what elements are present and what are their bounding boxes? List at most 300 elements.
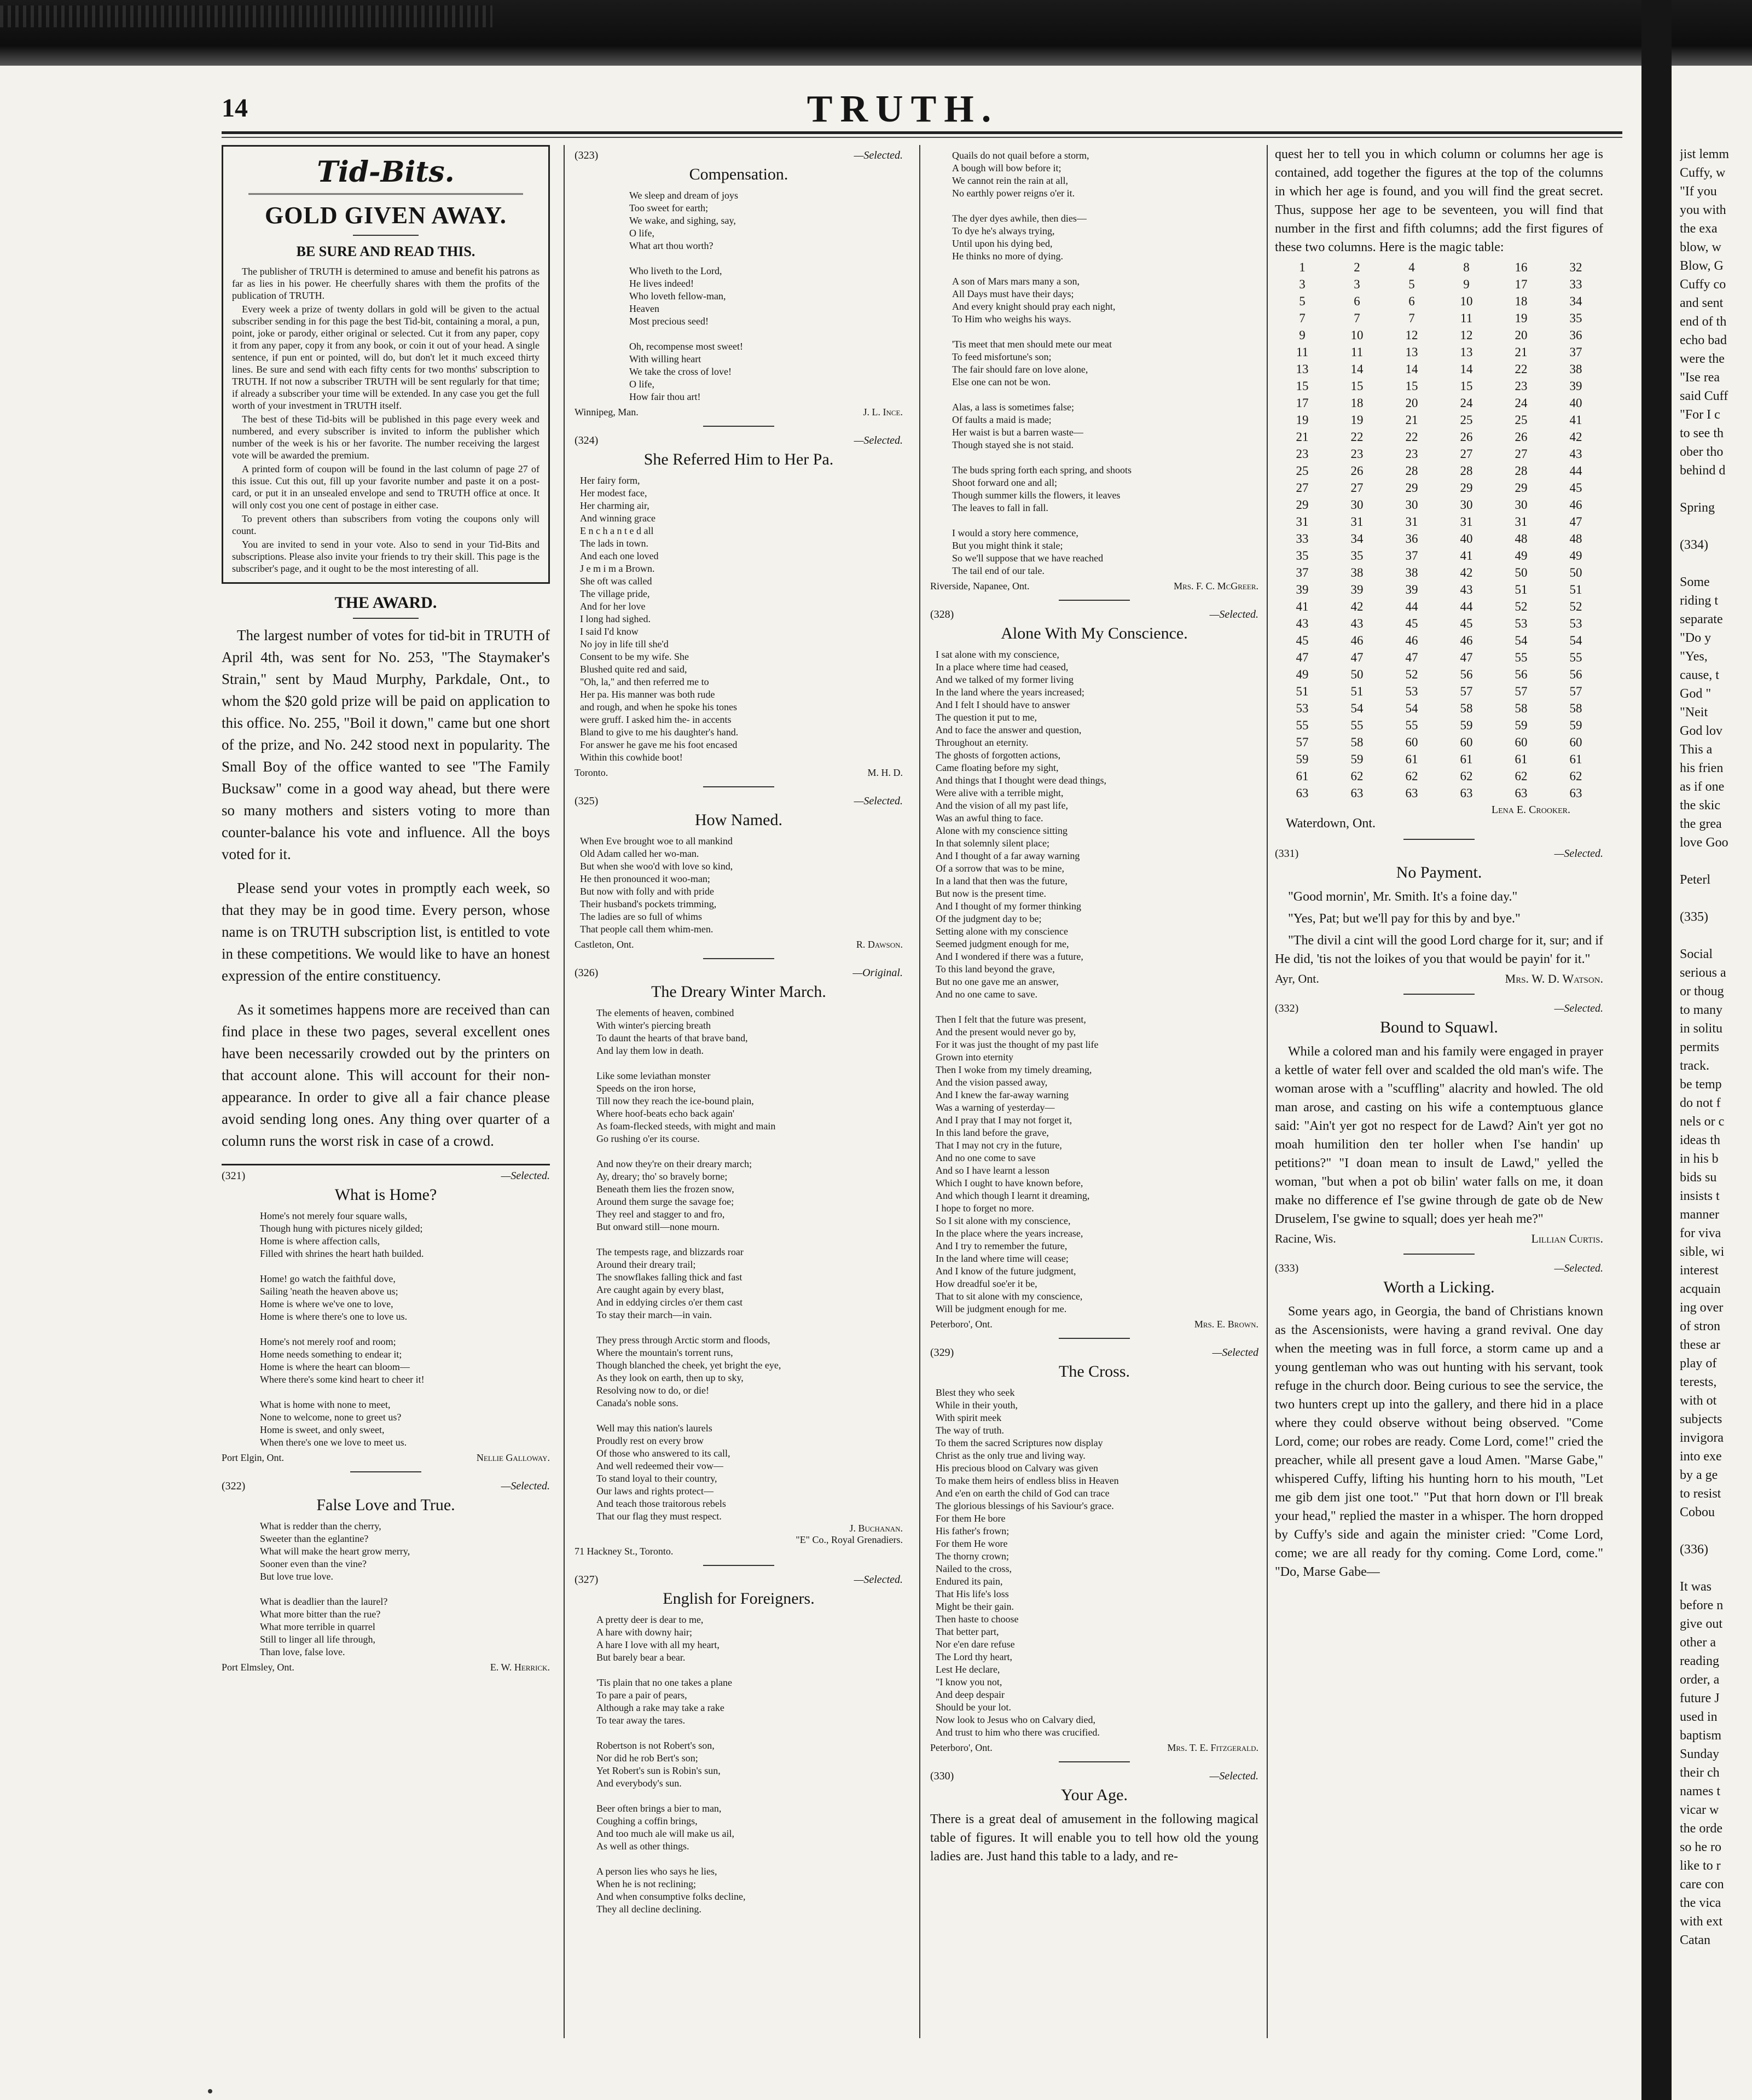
magic-table-cell: 15 (1405, 379, 1418, 393)
tidbit-source: —Selected. (1209, 608, 1258, 620)
tidbit-place: Peterboro', Ont. (930, 1742, 993, 1753)
magic-table-row (1275, 462, 1603, 479)
tidbit-title: She Referred Him to Her Pa. (643, 450, 834, 468)
rule (703, 1565, 774, 1566)
magic-table-cell: 31 (1405, 515, 1418, 529)
award-text (222, 624, 550, 1152)
magic-table-cell: 44 (1460, 600, 1473, 613)
magic-table-row (1275, 411, 1603, 428)
magic-table-cell: 55 (1515, 651, 1528, 664)
magic-table-row (1275, 768, 1603, 785)
magic-table-cell: 45 (1569, 481, 1582, 495)
magic-table-cell: 55 (1296, 718, 1309, 732)
tidbit-326 (575, 967, 903, 1557)
rule (1403, 994, 1475, 995)
award-title: THE AWARD. (334, 594, 437, 612)
tidbit-source: —Selected. (854, 434, 903, 446)
rule (1059, 600, 1130, 601)
magic-table-cell: 58 (1350, 735, 1364, 749)
tidbit-author-unit: "E" Co., Royal Grenadiers. (796, 1534, 903, 1545)
rule (703, 786, 774, 787)
magic-table-cell: 15 (1296, 379, 1309, 393)
magic-table-cell: 58 (1460, 701, 1473, 715)
magic-table-row (1275, 649, 1603, 666)
magic-table-cell: 50 (1515, 566, 1528, 579)
magic-table-cell: 57 (1296, 735, 1309, 749)
magic-table-cell: 49 (1296, 668, 1309, 681)
tidbit-title: Worth a Licking. (1383, 1278, 1495, 1296)
magic-table-cell: 40 (1569, 396, 1582, 410)
tidbit-paragraph: "The divil a cint will the good Lord charge for it, sur; and if He did, 'tis not the loikes of you that would be payin' for it." (1275, 933, 1603, 966)
magic-table-cell: 23 (1350, 447, 1364, 461)
magic-table-cell: 42 (1569, 430, 1582, 444)
tidbit-324 (575, 434, 903, 779)
magic-table-cell: 16 (1515, 260, 1528, 274)
tidbit-author: Nellie Galloway. (476, 1452, 550, 1463)
magic-table-cell: 18 (1350, 396, 1364, 410)
magic-table-cell: 37 (1569, 345, 1582, 359)
magic-table-cell: 35 (1350, 549, 1364, 562)
magic-table-row (1275, 327, 1603, 344)
magic-table-cell: 51 (1515, 583, 1528, 596)
intro-paragraph: The publisher of TRUTH is determined to amuse and benefit his patrons as far as lies in his power. He cheerfully shares with them the profits of the publication of TRUTH. (232, 266, 539, 301)
tidbit-verse: A pretty deer is dear to me, A hare with downy hair; A hare I love with all my heart, But barely bear a bear. 'Tis plain that no one takes a plane To pare a pair of pears, Although a rake may take a rake To tear away the tares. Robertson is not Robert's son, Nor did he rob Bert's son; Yet Robert's sun is Robin's sun, And everybody's sun. Beer often brings a bier to man, Coughing a coffin brings, And too much ale will make us ail, As well as other things. A person lies who says he lies, When he is not reclining; And when consumptive folks decline, They all decline declining. (596, 1614, 746, 1915)
magic-table-cell: 34 (1350, 532, 1364, 546)
section-rule (222, 1164, 550, 1165)
tidbit-text: There is a great deal of amusement in the following magical table of figures. It will enable you to tell how old the young ladies are. Just hand this table to a lady, and re- (930, 1812, 1258, 1864)
magic-table-row (1275, 666, 1603, 683)
magic-table-cell: 56 (1515, 668, 1528, 681)
magic-table-cell: 31 (1460, 515, 1473, 529)
tidbit-author: M. H. D. (867, 767, 903, 778)
magic-table-cell: 19 (1296, 413, 1309, 427)
magic-table-cell: 41 (1296, 600, 1309, 613)
magic-table-cell: 15 (1460, 379, 1473, 393)
tidbit-number: (324) (575, 434, 599, 446)
tidbit-321 (222, 1170, 550, 1464)
magic-table-row (1275, 428, 1603, 445)
magic-table-cell: 57 (1569, 684, 1582, 698)
your-age-continued: quest her to tell you in which column or columns her age is contained, add together the figures at the top of the columns in which her age is found, and you will find the great secret. Thus, suppose her age to be seventeen, you will find that number in the first and fifth columns; add the first figures of these two columns. Here is the magic table: (1275, 147, 1603, 254)
magic-table-cell: 47 (1460, 651, 1473, 664)
tidbit-author: Mrs. F. C. McGreer. (1174, 581, 1258, 591)
tidbit-number: (332) (1275, 1002, 1299, 1014)
tidbit-source: —Selected. (1554, 1262, 1603, 1274)
magic-table-cell: 43 (1296, 617, 1309, 630)
tidbit-number: (328) (930, 608, 954, 620)
tidbit-322 (222, 1480, 550, 1673)
tidbit-number: (331) (1275, 848, 1299, 860)
tidbit-325 (575, 795, 903, 950)
magic-table-cell: 35 (1569, 311, 1582, 325)
column-5-clipped (1680, 145, 1752, 2027)
magic-table-row (1275, 785, 1603, 802)
column-4 (1275, 145, 1603, 2027)
tidbit-source: —Selected. (854, 149, 903, 161)
magic-table-cell: 48 (1515, 532, 1528, 546)
magic-table-cell: 12 (1460, 328, 1473, 342)
magic-table-cell: 62 (1569, 769, 1582, 783)
page-number: 14 (222, 94, 248, 123)
magic-table-cell: 54 (1350, 701, 1364, 715)
tidbit-place: Port Elgin, Ont. (222, 1452, 285, 1463)
magic-table-cell: 63 (1296, 786, 1309, 800)
intro-paragraph: To prevent others than subscribers from voting the coupons only will count. (232, 513, 539, 536)
magic-table-cell: 12 (1405, 328, 1418, 342)
magic-table-cell: 20 (1405, 396, 1418, 410)
magic-table-cell: 39 (1350, 583, 1364, 596)
magic-table-cell: 2 (1354, 260, 1360, 274)
magic-table-cell: 25 (1515, 413, 1528, 427)
tidbit-331 (1275, 848, 1603, 986)
magic-table-cell: 45 (1296, 634, 1309, 647)
tidbit-author: Mrs. E. Brown. (1194, 1319, 1258, 1330)
magic-table-cell: 51 (1569, 583, 1582, 596)
masthead-title: TRUTH. (807, 88, 999, 130)
magic-table-cell: 20 (1515, 328, 1528, 342)
magic-table-cell: 59 (1350, 752, 1364, 766)
magic-table-cell: 45 (1460, 617, 1473, 630)
magic-table-cell: 30 (1515, 498, 1528, 512)
tidbit-title: What is Home? (334, 1186, 437, 1204)
magic-table-row (1275, 598, 1603, 615)
tidbit-place: Port Elmsley, Ont. (222, 1662, 294, 1673)
magic-table-row (1275, 293, 1603, 310)
rule (703, 958, 774, 959)
magic-table-row (1275, 615, 1603, 632)
tidbit-verse: When Eve brought woe to all mankind Old Adam called her wo-man. But when she woo'd with love so kind, He then pronounced it woo-man; But now with folly and with pride Their husband's pockets trimming, The ladies are so full of whims That people call them whim-men. (580, 836, 733, 935)
magic-table-row (1275, 378, 1603, 395)
magic-table-cell: 3 (1299, 277, 1306, 291)
tidbit-number: (327) (575, 1574, 599, 1586)
tidbit-place: Ayr, Ont. (1275, 972, 1319, 985)
tidbit-author: J. Buchanan. (849, 1523, 903, 1534)
tidbit-source: —Original. (852, 967, 903, 979)
tidbit-verse: Her fairy form, Her modest face, Her charming air, And winning grace E n c h a n t e d all The lads in town. And each one loved J e m i m a Brown. She oft was called The village pride, And for her love I long had sighed. I said I'd know No joy in life till she'd Consent to be my wife. She Blushed quite red and said, "Oh, la," and then referred me to Her pa. His manner was both rude and rough, and when he spoke his tones were gruff. I asked him the- in accents Bland to give to me his daughter's hand. For answer he gave me his foot encased Within this cowhide boot! (580, 475, 739, 763)
tidbit-author: Mrs. T. E. Fitzgerald. (1167, 1742, 1258, 1753)
magic-table-cell: 3 (1354, 277, 1360, 291)
rule (350, 1471, 421, 1472)
magic-table-cell: 57 (1460, 684, 1473, 698)
magic-table-cell: 41 (1460, 549, 1473, 562)
magic-table-cell: 26 (1515, 430, 1528, 444)
tidbits-title: Tid-Bits. (317, 155, 455, 189)
magic-table-cell: 54 (1405, 701, 1418, 715)
magic-table-cell: 43 (1460, 583, 1473, 596)
magic-table-cell: 17 (1296, 396, 1309, 410)
magic-table-row (1275, 717, 1603, 734)
tidbit-title: English for Foreigners. (663, 1589, 815, 1608)
magic-table-cell: 45 (1405, 617, 1418, 630)
intro-paragraph: You are invited to send in your vote. Also to send in your Tid-Bits and subscriptions. Please also invite your friends to try their skill. This page is the subscriber's page, and it ought to be the most interesting of all. (232, 539, 539, 574)
tidbit-place: Waterdown, Ont. (1286, 816, 1376, 831)
magic-table-cell: 4 (1408, 260, 1415, 274)
rule (1403, 1254, 1475, 1255)
magic-table-row (1275, 276, 1603, 293)
magic-table-row (1275, 632, 1603, 649)
tidbit-332 (1275, 1002, 1603, 1246)
rule (353, 235, 419, 236)
magic-table-cell: 43 (1350, 617, 1364, 630)
magic-table-cell: 9 (1463, 277, 1470, 291)
magic-table-row (1275, 310, 1603, 327)
tidbit-paragraph: "Yes, Pat; but we'll pay for this by and bye." (1288, 912, 1521, 926)
magic-table-cell: 21 (1296, 430, 1309, 444)
magic-table-cell: 21 (1515, 345, 1528, 359)
magic-table-cell: 46 (1350, 634, 1364, 647)
read-this-heading: BE SURE AND READ THIS. (296, 243, 475, 259)
magic-table-row (1275, 344, 1603, 361)
tidbit-number: (333) (1275, 1262, 1299, 1274)
magic-table-cell: 19 (1515, 311, 1528, 325)
scan-noise (0, 5, 492, 27)
tidbit-title: Your Age. (1061, 1786, 1128, 1804)
magic-table-cell: 58 (1515, 701, 1528, 715)
magic-table-cell: 38 (1569, 362, 1582, 376)
magic-table-cell: 61 (1515, 752, 1528, 766)
magic-table-cell: 53 (1569, 617, 1582, 630)
tidbit-number: (329) (930, 1347, 954, 1359)
magic-table-cell: 25 (1460, 413, 1473, 427)
magic-table-cell: 39 (1296, 583, 1309, 596)
tidbit-323 (575, 149, 903, 418)
magic-table-cell: 33 (1296, 532, 1309, 546)
column-3 (930, 145, 1258, 2027)
magic-table-cell: 62 (1515, 769, 1528, 783)
magic-table-cell: 23 (1405, 447, 1418, 461)
magic-table-cell: 15 (1350, 379, 1364, 393)
magic-table-cell: 24 (1515, 396, 1528, 410)
tidbit-source: —Selected. (1554, 848, 1603, 860)
magic-table-cell: 52 (1515, 600, 1528, 613)
magic-table-cell: 60 (1460, 735, 1473, 749)
tidbit-333 (1275, 1262, 1603, 1581)
magic-table-cell: 44 (1405, 600, 1418, 613)
magic-table-cell: 57 (1515, 684, 1528, 698)
tidbit-place: Winnipeg, Man. (575, 407, 639, 417)
magic-table-cell: 30 (1460, 498, 1473, 512)
award-paragraph: Please send your votes in promptly each week, so that they may be in good time. Every person, whose name is on TRUTH subscription list, is entitled to vote in these competitions. We would like to have an honest expression of the entire constituency. (222, 880, 550, 984)
magic-table-cell: 9 (1299, 328, 1306, 342)
magic-table-cell: 58 (1569, 701, 1582, 715)
magic-table-cell: 63 (1405, 786, 1418, 800)
magic-table-cell: 8 (1463, 260, 1470, 274)
rule (1403, 839, 1475, 840)
magic-table-cell: 55 (1350, 718, 1364, 732)
tidbit-source: —Selected. (501, 1480, 550, 1492)
tidbit-title: Compensation. (689, 165, 788, 183)
magic-table-cell: 59 (1515, 718, 1528, 732)
magic-table-row (1275, 445, 1603, 462)
gold-title: GOLD GIVEN AWAY. (265, 202, 507, 229)
magic-table-cell: 47 (1405, 651, 1418, 664)
magic-table-cell: 53 (1405, 684, 1418, 698)
magic-table-cell: 31 (1515, 515, 1528, 529)
magic-table-cell: 39 (1405, 583, 1418, 596)
tidbit-verse: Blest they who seek While in their youth, With spirit meek The way of truth. To them the sacred Scriptures now display Christ as the only true and living way. His precious blood on Calvary was given To make them heirs of endless bliss in Heaven And e'en on earth the child of God can trace The glorious blessings of his Saviour's grace. For them He bore His father's frown; For them He wore The thorny crown; Nailed to the cross, Endured its pain, That His life's loss Might be their gain. Then haste to choose That better part, Nor e'en dare refuse The Lord thy heart, Lest He declare, "I know you not, And deep despair Should be your lot. Now look to Jesus who on Calvary died, And trust to him who there was crucified. (936, 1387, 1119, 1738)
tidbit-place: Racine, Wis. (1275, 1232, 1336, 1245)
rule (703, 426, 774, 427)
column-1 (222, 145, 550, 2027)
magic-table-row (1275, 547, 1603, 564)
ornamental-rule (248, 193, 523, 198)
magic-table-cell: 29 (1460, 481, 1473, 495)
tidbit-author: Lillian Curtis. (1531, 1232, 1603, 1245)
intro-paragraph: A printed form of coupon will be found in the last column of page 27 of this issue. Cut this out, fill up your favorite number and paste it on a post-card, or put it in an unsealed envelope and send to TRUTH office at once. It will only cost you one cent of postage in either case. (232, 463, 539, 511)
magic-table-row (1275, 530, 1603, 547)
magic-table-cell: 49 (1515, 549, 1528, 562)
tidbit-text (1275, 1302, 1603, 1581)
magic-table-cell: 44 (1569, 464, 1582, 478)
magic-table-cell: 48 (1569, 532, 1582, 546)
magic-table-cell: 62 (1350, 769, 1364, 783)
magic-table-cell: 61 (1460, 752, 1473, 766)
magic-table-cell: 10 (1460, 294, 1473, 308)
magic-table-cell: 14 (1460, 362, 1473, 376)
tidbit-place: Peterboro', Ont. (930, 1319, 993, 1330)
tidbit-title: False Love and True. (316, 1496, 455, 1514)
magic-table-cell: 26 (1350, 464, 1364, 478)
tidbit-number: (322) (222, 1480, 246, 1492)
magic-table-cell: 50 (1569, 566, 1582, 579)
magic-table-cell: 23 (1296, 447, 1309, 461)
magic-table-cell: 36 (1569, 328, 1582, 342)
magic-table-cell: 27 (1460, 447, 1473, 461)
intro-paragraph: The best of these Tid-bits will be published in this page every week and numbered, and every subscriber is invited to inform the publisher which number of the week is his or her favorite. The number receiving the largest vote will be awarded the premium. (232, 414, 539, 461)
magic-table-cell: 19 (1350, 413, 1364, 427)
tidbit-author: E. W. Herrick. (490, 1662, 550, 1673)
magic-table-row (1275, 479, 1603, 496)
tidbit-title: No Payment. (1396, 863, 1482, 881)
magic-table-cell: 25 (1296, 464, 1309, 478)
magic-table-cell: 53 (1296, 701, 1309, 715)
tidbit-source: —Selected (1212, 1347, 1258, 1359)
intro-paragraph: Every week a prize of twenty dollars in gold will be given to the actual subscriber sending in for this page the best Tid-bit, containing a moral, a pun, point, joke or parody, either original or selected. Cut it from any paper, copy it from any paper, copy it from any book, or coin it out of your head. A single sentence, if pun ent or pointed, will do, but don't let it much exceed thirty lines. Be sure and send with each fifty cents for two months' subscription to TRUTH. If not now a subscriber TRUTH will be sent regularly for that time; if already a subscriber your time will be extended. In any case you get the full worth of your investment in TRUTH itself. (232, 304, 539, 411)
magic-table-cell: 46 (1405, 634, 1418, 647)
magic-table-cell: 37 (1296, 566, 1309, 579)
magic-table-cell: 34 (1569, 294, 1582, 308)
tidbit-verse: Home's not merely four square walls, Though hung with pictures nicely gilded; Home is where affection calls, Filled with shrines the heart hath builded. Home! go watch the faithful dove, Sailing 'neath the heaven above us; Home is where we've one to love, Home is where there's one to love us. Home's not merely roof and room; Home needs something to endear it; Home is where the heart can bloom— Where there's some kind heart to cheer it! What is home with none to meet, None to welcome, none to greet us? Home is sweet, and only sweet, When there's one we love to meet us. (260, 1210, 425, 1448)
tidbit-author: Lena E. Crooker. (1491, 804, 1570, 816)
tidbit-source: —Selected. (854, 795, 903, 807)
magic-table-row (1275, 734, 1603, 751)
magic-table-cell: 29 (1296, 498, 1309, 512)
intro-text (232, 265, 539, 575)
magic-table-cell: 5 (1408, 277, 1415, 291)
column-rule (919, 145, 920, 2038)
magic-table-cell: 47 (1569, 515, 1582, 529)
magic-table-cell: 38 (1405, 566, 1418, 579)
magic-table-cell: 29 (1405, 481, 1418, 495)
magic-table-cell: 7 (1354, 311, 1360, 325)
magic-table-cell: 47 (1350, 651, 1364, 664)
magic-table-cell: 11 (1460, 311, 1473, 325)
magic-table-cell: 61 (1405, 752, 1418, 766)
scan-top-border (0, 0, 1752, 66)
tidbit-source: —Selected. (1554, 1002, 1603, 1014)
magic-table-cell: 27 (1296, 481, 1309, 495)
tidbit-paragraph: Some years ago, in Georgia, the band of Christians known as the Ascensionists, were having a grand revival. One day when the meeting was in full force, a storm came up and a young gentleman who was out hunting with his servant, took refuge in the church door. Being curious to see the service, the two hunters crept up into the gallery, and there hid in a place where they could observe without being observed. "Come Lord, come; our robes are ready. Come Lord, come!" cried the preacher, while all present gave a loud Amen. "Marse Gabe," whispered Cuffy, lifting his hunting horn to his mouth, "Let me gib dem jist one toot." "Put that horn down or I'll break your head," replied the master in a whisper. The horn dropped by Cuffy's side and again the minister cried: "Come Lord, come; we are all ready for thy coming. Come Lord, come." "Do, Marse Gabe— (1275, 1304, 1603, 1579)
tidbit-title: Bound to Squawl. (1380, 1018, 1498, 1036)
tidbit-number: (330) (930, 1770, 954, 1782)
magic-table-cell: 54 (1515, 634, 1528, 647)
column-rule (564, 145, 565, 2038)
tidbit-number: (323) (575, 149, 599, 161)
tidbit-paragraph: "Good mornin', Mr. Smith. It's a foine day." (1288, 890, 1518, 904)
magic-table-cell: 11 (1296, 345, 1309, 359)
magic-table-cell: 51 (1296, 684, 1309, 698)
magic-table-cell: 63 (1515, 786, 1528, 800)
rule (1059, 1761, 1130, 1762)
magic-table-cell: 31 (1350, 515, 1364, 529)
magic-table-cell: 60 (1569, 735, 1582, 749)
magic-table-cell: 27 (1350, 481, 1364, 495)
magic-table-cell: 56 (1569, 668, 1582, 681)
tidbit-verse: We sleep and dream of joys Too sweet for earth; We wake, and sighing, say, O life, What art thou worth? Who liveth to the Lord, He lives indeed! Who loveth fellow-man, Heaven Most precious seed! Oh, recompense most sweet! With willing heart We take the cross of love! O life, How fair thou art! (629, 190, 743, 402)
magic-table-row (1275, 496, 1603, 513)
magic-table-row (1275, 361, 1603, 378)
tidbit-330 (930, 1770, 1258, 1866)
magic-table-cell: 22 (1405, 430, 1418, 444)
magic-table-cell: 26 (1460, 430, 1473, 444)
magic-table-cell: 39 (1569, 379, 1582, 393)
magic-table-cell: 21 (1405, 413, 1418, 427)
magic-table-cell: 27 (1515, 447, 1528, 461)
magic-table-cell: 52 (1569, 600, 1582, 613)
tidbits-box (222, 145, 550, 584)
magic-table-row (1275, 513, 1603, 530)
magic-table-cell: 63 (1460, 786, 1473, 800)
tidbit-number: (321) (222, 1170, 246, 1182)
magic-table-row (1275, 395, 1603, 411)
magic-table-cell: 30 (1350, 498, 1364, 512)
magic-table-cell: 24 (1460, 396, 1473, 410)
magic-table-cell: 22 (1515, 362, 1528, 376)
print-mark (208, 2089, 212, 2093)
magic-table-cell: 31 (1296, 515, 1309, 529)
tidbit-327 (575, 1574, 903, 1916)
magic-table-cell: 14 (1405, 362, 1418, 376)
magic-table-cell: 7 (1299, 311, 1306, 325)
magic-table-cell: 1 (1299, 260, 1306, 274)
tidbit-author: R. Dawson. (856, 939, 903, 950)
magic-table-row (1275, 683, 1603, 700)
magic-table-cell: 13 (1405, 345, 1418, 359)
magic-table-cell: 54 (1569, 634, 1582, 647)
magic-table-cell: 62 (1460, 769, 1473, 783)
column-rule (1267, 145, 1268, 2038)
magic-table-cell: 63 (1350, 786, 1364, 800)
tidbit-329 (930, 1347, 1258, 1754)
magic-table-cell: 56 (1460, 668, 1473, 681)
header-rule (222, 131, 1622, 134)
magic-table-cell: 43 (1569, 447, 1582, 461)
magic-table-cell: 28 (1405, 464, 1418, 478)
tidbit-number: (325) (575, 795, 599, 807)
magic-table-cell: 49 (1569, 549, 1582, 562)
tidbit-327-continued (930, 149, 1258, 592)
magic-table-cell: 61 (1569, 752, 1582, 766)
magic-table-cell: 60 (1405, 735, 1418, 749)
magic-table-cell: 51 (1350, 684, 1364, 698)
tidbit-verse: I sat alone with my conscience, In a place where time had ceased, And we talked of my former living In the land where the years increased; And I felt I should have to answer The question it put to me, And to face the answer and question, Throughout an eternity. The ghosts of forgotten actions, Came floating before my sight, And things that I thought were dead things, Were alive with a terrible might, And the vision of all my past life, Was an awful thing to face. Alone with my conscience sitting In that solemnly silent place; And I thought of a far away warning Of a sorrow that was to be mine, In a land that then was the future, But now is the present time. And I thought of my former thinking Of the judgment day to be; Setting alone with my conscience Seemed judgment enough for me, And I wondered if there was a future, To this land beyond the grave, But no one gave me an answer, And no one came to save. Then I felt that the future was present, And the present would never go by, For it was just the thought of my past life Grown into eternity Then I woke from my timely dreaming, And the vision passed away, And I knew the far-away warning Was a warning of yesterday— And I pray that I may not forget it, In this land before the grave, That I may not cry in the future, And no one come to save And so I have learnt a lesson Which I ought to have known before, And which though I learnt it dreaming, I hope to forget no more. So I sit alone with my conscience, In the place where the years increase, And I try to remember the future, In the land where time will cease; And I know of the future judgment, How dreadful soe'er it be, That to sit alone with my conscience, Will be judgment enough for me. (936, 649, 1106, 1314)
magic-table-cell: 7 (1408, 311, 1415, 325)
tidbit-title: Alone With My Conscience. (1001, 624, 1188, 642)
magic-table-cell: 13 (1296, 362, 1309, 376)
magic-table-cell: 63 (1569, 786, 1582, 800)
magic-table-row (1275, 581, 1603, 598)
rule (1059, 1338, 1130, 1339)
